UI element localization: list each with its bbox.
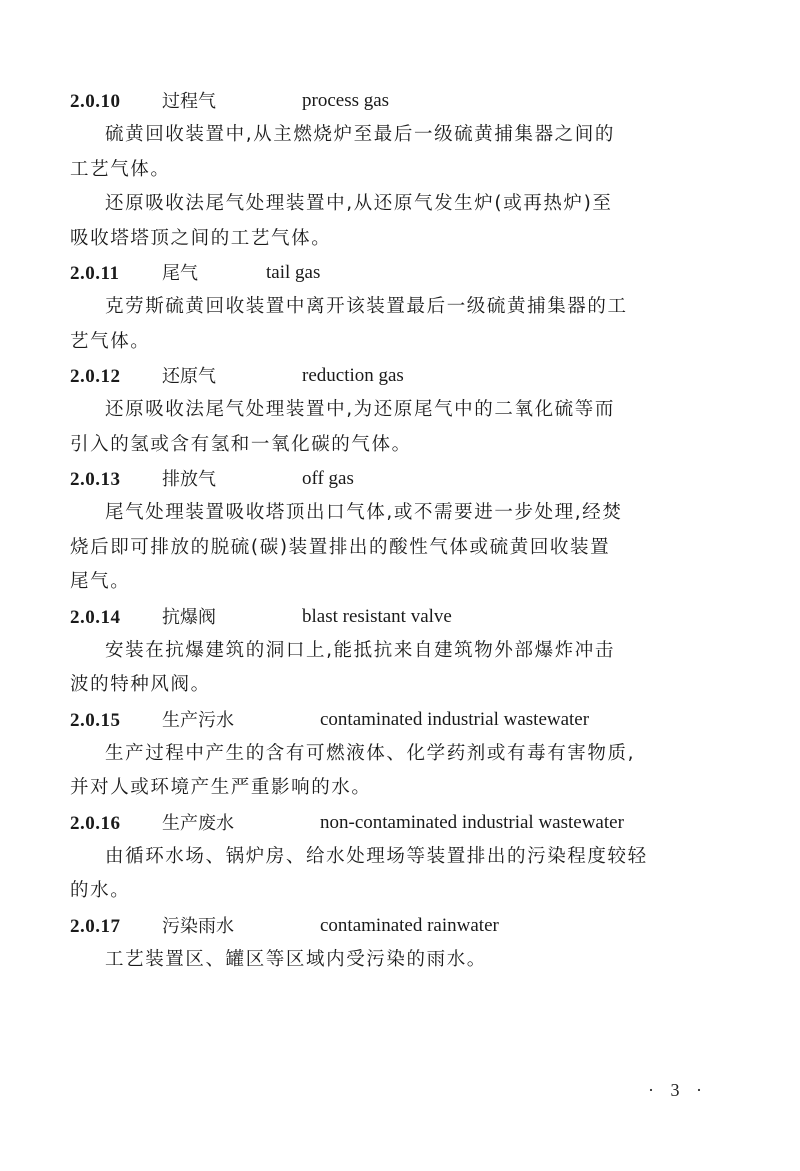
definition-line: 并对人或环境产生严重影响的水。 [70,777,372,798]
definition-line: 工艺气体。 [70,158,171,180]
definition-line: 生产过程中产生的含有可燃液体、化学药剂或有毒有害物质, [105,742,636,764]
term-chinese: 还原气 [162,366,216,387]
definition-line: 艺气体。 [70,330,151,352]
term-heading [70,909,730,943]
definition-line: 还原吸收法尾气处理装置中,为还原尾气中的二氧化硫等而 [105,399,615,420]
term-english: off gas [302,468,354,489]
term-chinese: 生产废水 [162,812,234,834]
definition-line: 硫黄回收装置中,从主燃烧炉至最后一级硫黄捕集器之间的 [105,124,615,145]
term-entry [70,909,730,978]
term-heading [70,84,730,118]
definition-line: 尾气。 [70,571,131,592]
term-heading [70,256,730,290]
definition-line: 还原吸收法尾气处理装置中,从还原气发生炉(或再热炉)至 [105,193,613,214]
definition-line: 由循环水场、锅炉房、给水处理场等装置排出的污染程度较轻 [105,845,648,867]
definition-line: 吸收塔塔顶之间的工艺气体。 [70,227,332,249]
term-entry [70,84,730,256]
definition-line: 工艺装置区、罐区等区域内受污染的雨水。 [105,948,487,970]
term-number: 2.0.17 [70,915,121,937]
term-english: reduction gas [302,365,404,386]
definition-line: 波的特种风阀。 [70,674,211,695]
term-chinese: 抗爆阀 [162,606,216,628]
definition-line: 引入的氢或含有氢和一氧化碳的气体。 [70,433,412,455]
definition-line: 安装在抗爆建筑的洞口上,能抵抗来自建筑物外部爆炸冲击 [105,639,615,661]
definition-line: 克劳斯硫黄回收装置中离开该装置最后一级硫黄捕集器的工 [105,296,628,317]
term-english: process gas [302,90,390,111]
term-english: contaminated rainwater [320,914,499,936]
definition-line: 的水。 [70,880,131,901]
term-entry [70,256,730,359]
term-number: 2.0.12 [70,366,121,387]
term-number: 2.0.15 [70,709,121,731]
document-page [70,84,730,977]
term-chinese: 排放气 [162,469,216,490]
term-entry [70,359,730,462]
page-number: · 3 · [648,1080,708,1100]
term-number: 2.0.11 [70,263,120,284]
term-chinese: 污染雨水 [162,915,234,937]
term-chinese: 生产污水 [162,709,234,731]
term-english: blast resistant valve [302,605,452,627]
term-heading [70,806,730,840]
term-entry [70,600,730,703]
term-number: 2.0.16 [70,812,121,834]
term-english: non-contaminated industrial wastewater [320,811,624,833]
term-heading [70,462,730,496]
term-chinese: 尾气 [162,263,198,284]
term-number: 2.0.14 [70,606,121,628]
term-entry [70,806,730,909]
term-english: contaminated industrial wastewater [320,708,590,730]
term-number: 2.0.10 [70,91,121,112]
term-heading [70,703,730,737]
term-entry [70,462,730,600]
definition-line: 烧后即可排放的脱硫(碳)装置排出的酸性气体或硫黄回收装置 [70,536,611,558]
term-chinese: 过程气 [162,91,216,112]
term-heading [70,600,730,634]
term-number: 2.0.13 [70,469,121,490]
definition-line: 尾气处理装置吸收塔顶出口气体,或不需要进一步处理,经焚 [105,502,623,523]
term-heading [70,359,730,393]
term-entry [70,703,730,806]
term-english: tail gas [266,262,321,283]
